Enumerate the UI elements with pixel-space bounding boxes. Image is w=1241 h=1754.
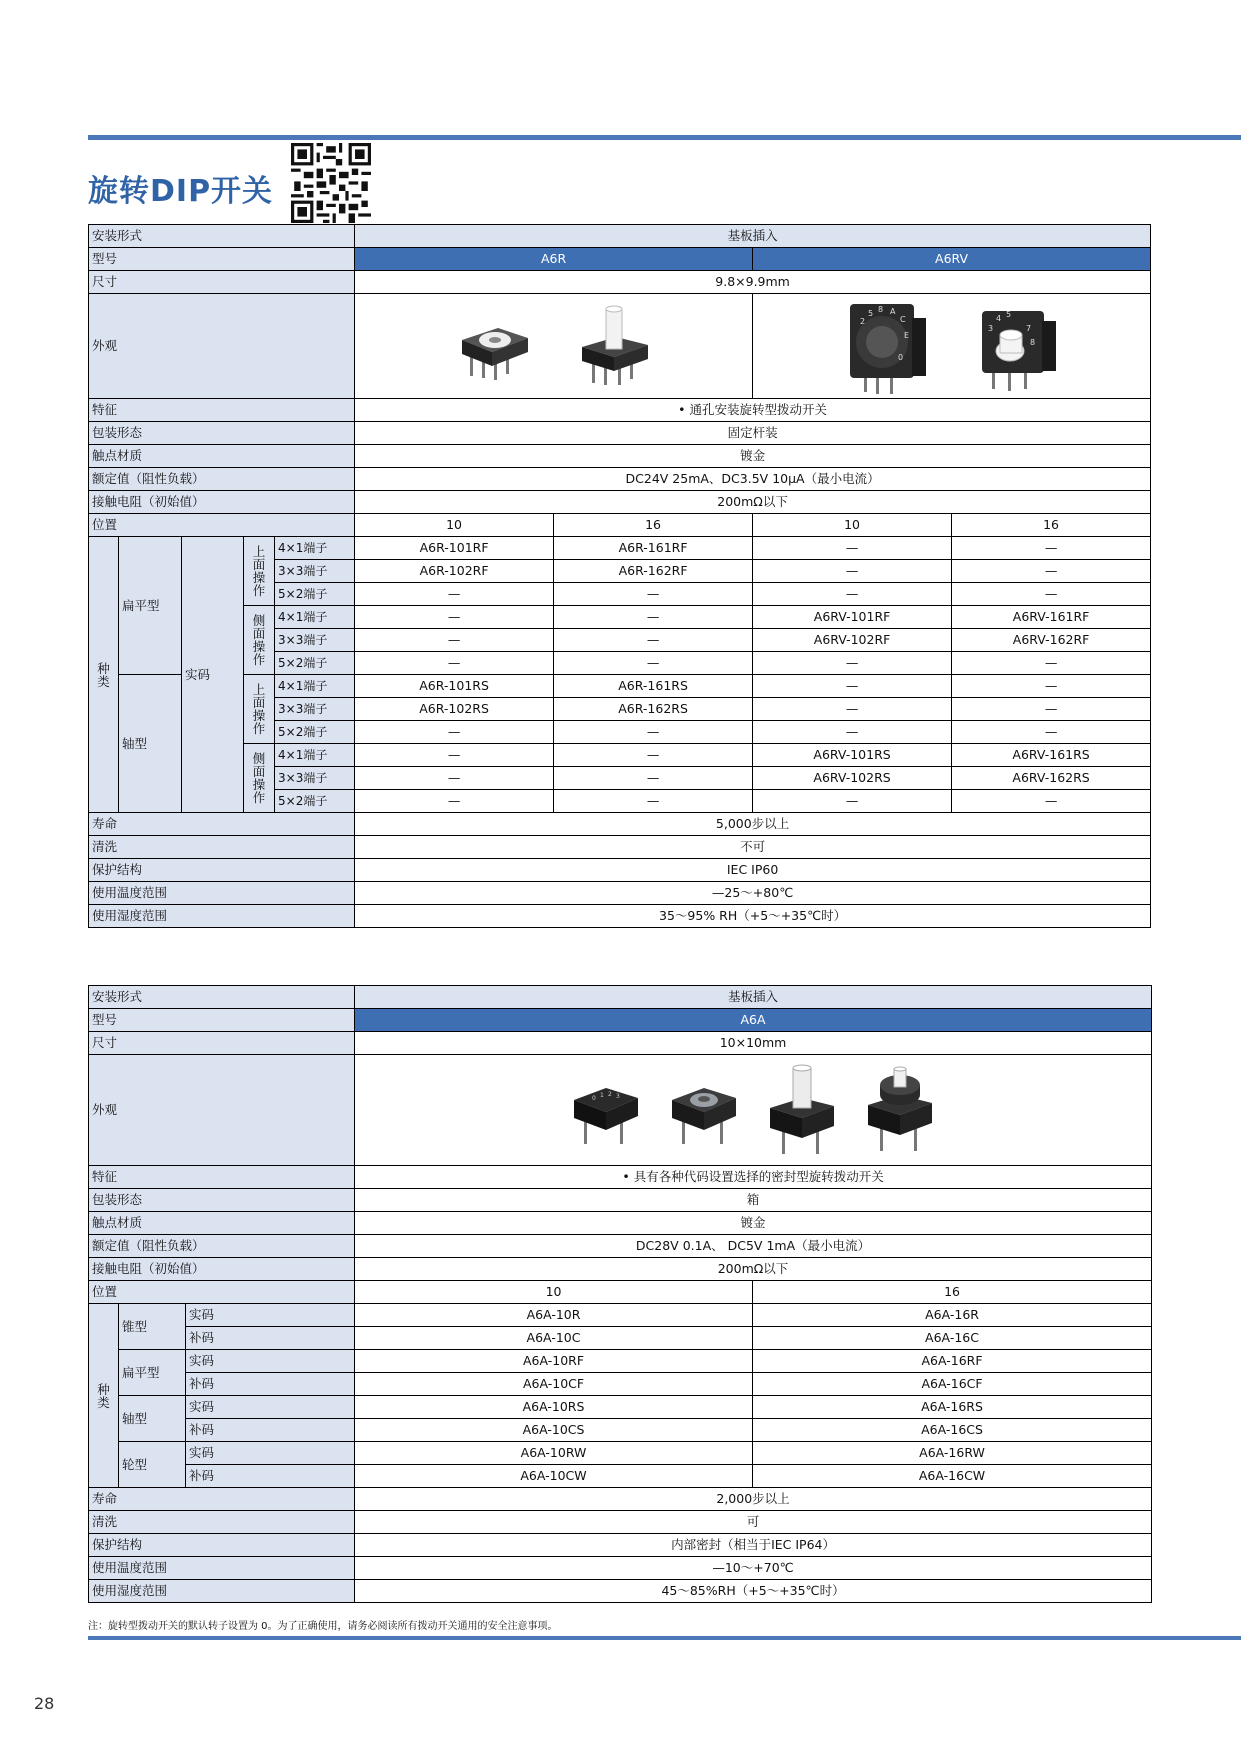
row-temp (89, 882, 1151, 905)
row-size (89, 1032, 1152, 1055)
model-a6a: A6A (355, 1009, 1152, 1032)
value: 不可 (355, 836, 1151, 859)
cell: A6R-161RF (554, 537, 753, 560)
row-resistance (89, 1258, 1152, 1281)
row-position (89, 514, 1151, 537)
cell: — (952, 790, 1151, 813)
table-row (89, 1396, 1152, 1419)
svg-text:0: 0 (592, 1095, 596, 1102)
label: 特征 (89, 1166, 355, 1189)
bottom-rule (88, 1636, 1241, 1640)
label: 包装形态 (89, 1189, 355, 1212)
type-shaft: 轴型 (119, 1396, 186, 1442)
row-feature (89, 1166, 1152, 1189)
switch-photo-a6r-shaft (574, 301, 654, 391)
cell: — (554, 629, 753, 652)
value: 45～85%RH（+5～+35℃时） (355, 1580, 1152, 1603)
switch-photo-a6r-flat (454, 306, 534, 386)
label: 外观 (89, 294, 355, 399)
cell: A6A-10CW (355, 1465, 753, 1488)
svg-text:A: A (889, 307, 896, 316)
label: 型号 (89, 248, 355, 271)
cell: A6A-16CS (753, 1419, 1152, 1442)
svg-text:3: 3 (616, 1093, 620, 1100)
cell: — (554, 790, 753, 813)
terminal-label: 5×2端子 (275, 652, 355, 675)
table-row (89, 1327, 1152, 1350)
row-contact (89, 445, 1151, 468)
svg-text:2: 2 (859, 317, 865, 326)
cell: — (952, 698, 1151, 721)
code-comp: 补码 (186, 1419, 355, 1442)
terminal-label: 4×1端子 (275, 675, 355, 698)
label: 特征 (89, 399, 355, 422)
value: 200mΩ以下 (355, 491, 1151, 514)
position-value: 10 (355, 1281, 753, 1304)
row-humidity (89, 1580, 1152, 1603)
row-wash (89, 836, 1151, 859)
row-model (89, 248, 1151, 271)
row-life (89, 1488, 1152, 1511)
value: 箱 (355, 1189, 1152, 1212)
code-real: 实码 (182, 537, 244, 813)
type-cone: 锥型 (119, 1304, 186, 1350)
value: 镀金 (355, 1212, 1152, 1235)
label: 清洗 (89, 836, 355, 859)
value: 10×10mm (355, 1032, 1152, 1055)
table-row (89, 744, 1151, 767)
op-top: 上面操作 (244, 675, 275, 744)
switch-photo-a6a-shaft (766, 1062, 838, 1158)
row-protection (89, 1534, 1152, 1557)
cell: — (554, 606, 753, 629)
cell: — (952, 583, 1151, 606)
value: DC24V 25mA、DC3.5V 10μA（最小电流） (355, 468, 1151, 491)
terminal-label: 3×3端子 (275, 698, 355, 721)
table-row (89, 1442, 1152, 1465)
value: • 通孔安装旋转型拨动开关 (355, 399, 1151, 422)
row-feature (89, 399, 1151, 422)
terminal-label: 5×2端子 (275, 721, 355, 744)
cell: — (554, 721, 753, 744)
cell: — (355, 629, 554, 652)
value: —10～+70℃ (355, 1557, 1152, 1580)
code-real: 实码 (186, 1442, 355, 1465)
label: 使用湿度范围 (89, 1580, 355, 1603)
row-protection (89, 859, 1151, 882)
row-packaging (89, 422, 1151, 445)
model-a6rv: A6RV (753, 248, 1151, 271)
svg-text:0: 0 (897, 353, 903, 362)
type-wheel: 轮型 (119, 1442, 186, 1488)
label: 使用温度范围 (89, 882, 355, 905)
table-row (89, 675, 1151, 698)
cell: A6R-102RF (355, 560, 554, 583)
value: 35～95% RH（+5～+35℃时） (355, 905, 1151, 928)
row-wash (89, 1511, 1152, 1534)
svg-text:2: 2 (608, 1091, 612, 1098)
cell: — (355, 790, 554, 813)
label: 寿命 (89, 813, 355, 836)
cell: A6R-102RS (355, 698, 554, 721)
label: 接触电阻（初始值） (89, 1258, 355, 1281)
cell: — (753, 790, 952, 813)
cell: A6A-16CW (753, 1465, 1152, 1488)
cell: — (753, 698, 952, 721)
value: 内部密封（相当于IEC IP64） (355, 1534, 1152, 1557)
row-appearance (89, 1055, 1152, 1166)
svg-text:8: 8 (877, 305, 883, 314)
cell: — (753, 652, 952, 675)
code-real: 实码 (186, 1304, 355, 1327)
value: —25～+80℃ (355, 882, 1151, 905)
cell: A6RV-102RS (753, 767, 952, 790)
cell: A6RV-162RF (952, 629, 1151, 652)
switch-photo-a6rv-shaft (972, 301, 1062, 391)
cell: — (753, 560, 952, 583)
kind-label: 种类 (89, 1304, 119, 1488)
svg-text:8: 8 (1029, 338, 1035, 347)
value: 镀金 (355, 445, 1151, 468)
value: 200mΩ以下 (355, 1258, 1152, 1281)
cell: — (753, 721, 952, 744)
row-model (89, 1009, 1152, 1032)
label: 保护结构 (89, 859, 355, 882)
cell: — (355, 721, 554, 744)
switch-photo-a6rv-flat (842, 298, 932, 394)
cell: — (952, 652, 1151, 675)
cell: A6A-16RW (753, 1442, 1152, 1465)
code-comp: 补码 (186, 1327, 355, 1350)
row-humidity (89, 905, 1151, 928)
op-side: 侧面操作 (244, 744, 275, 813)
cell: — (355, 606, 554, 629)
label: 尺寸 (89, 271, 355, 294)
cell: — (554, 652, 753, 675)
cell: A6A-10RW (355, 1442, 753, 1465)
cell: — (753, 583, 952, 606)
label: 额定值（阻性负载） (89, 468, 355, 491)
cell: A6A-10CF (355, 1373, 753, 1396)
value: 固定杆装 (355, 422, 1151, 445)
row-mounting (89, 225, 1151, 248)
table-row (89, 537, 1151, 560)
cell: — (554, 767, 753, 790)
terminal-label: 4×1端子 (275, 744, 355, 767)
table-row (89, 1350, 1152, 1373)
appearance-a6a (355, 1055, 1152, 1166)
row-size (89, 271, 1151, 294)
svg-text:1: 1 (600, 1092, 604, 1099)
cell: A6RV-161RS (952, 744, 1151, 767)
cell: A6RV-101RF (753, 606, 952, 629)
table-row (89, 1465, 1152, 1488)
cell: A6A-10C (355, 1327, 753, 1350)
cell: — (952, 675, 1151, 698)
table-row (89, 1304, 1152, 1327)
switch-photo-a6a-cone (668, 1070, 740, 1150)
label: 寿命 (89, 1488, 355, 1511)
cell: A6R-161RS (554, 675, 753, 698)
label: 触点材质 (89, 1212, 355, 1235)
terminal-label: 3×3端子 (275, 767, 355, 790)
value: 5,000步以上 (355, 813, 1151, 836)
svg-text:5: 5 (1005, 310, 1011, 319)
cell: A6RV-162RS (952, 767, 1151, 790)
cell: — (355, 767, 554, 790)
label: 触点材质 (89, 445, 355, 468)
position-value: 16 (554, 514, 753, 537)
label: 尺寸 (89, 1032, 355, 1055)
label: 安装形式 (89, 225, 355, 248)
switch-photo-a6a-wheel (864, 1065, 936, 1155)
op-side: 侧面操作 (244, 606, 275, 675)
op-top: 上面操作 (244, 537, 275, 606)
svg-text:E: E (903, 331, 909, 340)
terminal-label: 3×3端子 (275, 629, 355, 652)
label: 接触电阻（初始值） (89, 491, 355, 514)
label: 位置 (89, 1281, 355, 1304)
appearance-a6r (355, 294, 753, 399)
svg-text:5: 5 (867, 309, 873, 318)
value: IEC IP60 (355, 859, 1151, 882)
value: DC28V 0.1A、 DC5V 1mA（最小电流） (355, 1235, 1152, 1258)
row-packaging (89, 1189, 1152, 1212)
row-mounting (89, 986, 1152, 1009)
row-rating (89, 1235, 1152, 1258)
row-temp (89, 1557, 1152, 1580)
position-value: 16 (952, 514, 1151, 537)
top-rule (88, 135, 1241, 140)
qr-code-icon (291, 143, 371, 223)
value: 基板插入 (355, 225, 1151, 248)
type-shaft: 轴型 (119, 675, 182, 813)
label: 型号 (89, 1009, 355, 1032)
footnote: 注：旋转型拨动开关的默认转子设置为 0。为了正确使用，请务必阅读所有拨动开关通用的安全注意事项。 (88, 1621, 558, 1632)
label: 包装形态 (89, 422, 355, 445)
table-row (89, 606, 1151, 629)
code-comp: 补码 (186, 1373, 355, 1396)
type-flat: 扁平型 (119, 1350, 186, 1396)
row-life (89, 813, 1151, 836)
cell: A6A-10RF (355, 1350, 753, 1373)
cell: A6A-16RS (753, 1396, 1152, 1419)
cell: A6RV-161RF (952, 606, 1151, 629)
label: 位置 (89, 514, 355, 537)
cell: — (554, 583, 753, 606)
value: 基板插入 (355, 986, 1152, 1009)
cell: A6R-162RF (554, 560, 753, 583)
terminal-label: 5×2端子 (275, 583, 355, 606)
svg-text:C: C (899, 315, 906, 324)
code-comp: 补码 (186, 1465, 355, 1488)
terminal-label: 3×3端子 (275, 560, 355, 583)
table-row (89, 1419, 1152, 1442)
row-position (89, 1281, 1152, 1304)
page-number: 28 (34, 1694, 55, 1713)
cell: — (554, 744, 753, 767)
cell: A6A-10RS (355, 1396, 753, 1419)
cell: — (952, 537, 1151, 560)
cell: — (952, 560, 1151, 583)
cell: A6A-16C (753, 1327, 1152, 1350)
row-appearance (89, 294, 1151, 399)
kind-label: 种类 (89, 537, 119, 813)
appearance-a6rv (753, 294, 1151, 399)
position-value: 16 (753, 1281, 1152, 1304)
label: 使用温度范围 (89, 1557, 355, 1580)
cell: A6R-101RF (355, 537, 554, 560)
row-contact (89, 1212, 1152, 1235)
row-rating (89, 468, 1151, 491)
cell: A6R-162RS (554, 698, 753, 721)
svg-text:3: 3 (987, 324, 993, 333)
cell: A6A-10R (355, 1304, 753, 1327)
cell: — (952, 721, 1151, 744)
terminal-label: 4×1端子 (275, 606, 355, 629)
position-value: 10 (355, 514, 554, 537)
switch-photo-a6a-flat (570, 1070, 642, 1150)
type-flat: 扁平型 (119, 537, 182, 675)
value: 可 (355, 1511, 1152, 1534)
label: 保护结构 (89, 1534, 355, 1557)
value: 2,000步以上 (355, 1488, 1152, 1511)
cell: A6A-16RF (753, 1350, 1152, 1373)
label: 清洗 (89, 1511, 355, 1534)
label: 外观 (89, 1055, 355, 1166)
terminal-label: 5×2端子 (275, 790, 355, 813)
cell: A6A-16R (753, 1304, 1152, 1327)
cell: A6A-16CF (753, 1373, 1152, 1396)
label: 额定值（阻性负载） (89, 1235, 355, 1258)
cell: — (355, 744, 554, 767)
spec-table-a6a (88, 985, 1152, 1603)
position-value: 10 (753, 514, 952, 537)
code-real: 实码 (186, 1396, 355, 1419)
spec-table-a6r (88, 224, 1151, 928)
value: 9.8×9.9mm (355, 271, 1151, 294)
table-row (89, 1373, 1152, 1396)
row-resistance (89, 491, 1151, 514)
cell: A6RV-102RF (753, 629, 952, 652)
terminal-label: 4×1端子 (275, 537, 355, 560)
cell: — (355, 652, 554, 675)
cell: — (753, 537, 952, 560)
cell: A6A-10CS (355, 1419, 753, 1442)
page-title: 旋转DIP开关 (88, 174, 274, 209)
model-a6r: A6R (355, 248, 753, 271)
cell: — (753, 675, 952, 698)
cell: — (355, 583, 554, 606)
cell: A6RV-101RS (753, 744, 952, 767)
value: • 具有各种代码设置选择的密封型旋转拨动开关 (355, 1166, 1152, 1189)
cell: A6R-101RS (355, 675, 554, 698)
code-real: 实码 (186, 1350, 355, 1373)
label: 安装形式 (89, 986, 355, 1009)
label: 使用湿度范围 (89, 905, 355, 928)
svg-text:4: 4 (995, 314, 1001, 323)
svg-text:7: 7 (1025, 324, 1031, 333)
